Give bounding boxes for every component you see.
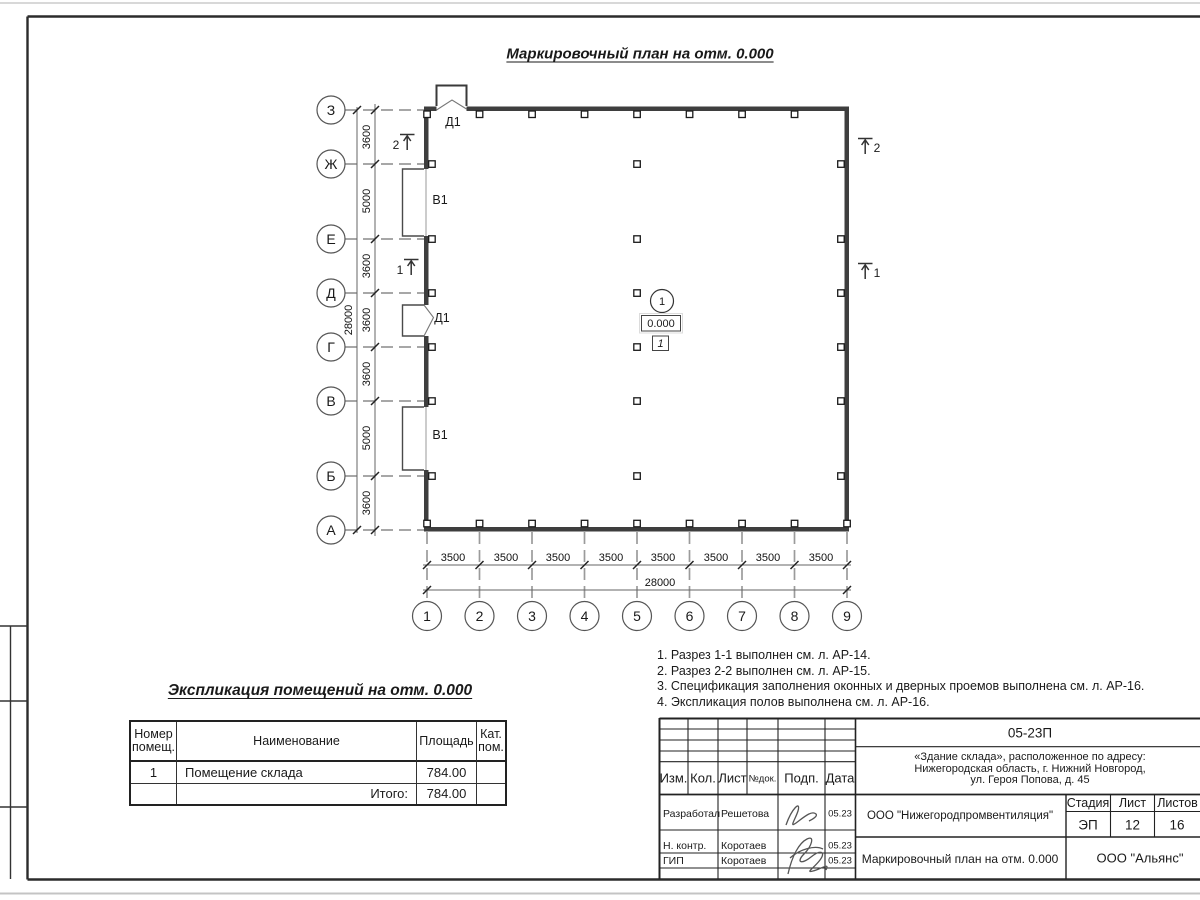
dim-left-7: 3600 bbox=[361, 490, 373, 516]
window-label-lower: В1 bbox=[432, 428, 448, 442]
dim-left-4: 3600 bbox=[361, 307, 373, 333]
tb-sheets-value: 16 bbox=[1169, 817, 1185, 832]
axis-label-9: 9 bbox=[843, 608, 851, 624]
dim-left-2: 5000 bbox=[361, 188, 373, 214]
axis-label-3: 3 bbox=[528, 608, 536, 624]
dim-bottom-6: 3500 bbox=[703, 552, 729, 564]
walls bbox=[424, 107, 849, 532]
tb-col-data: Дата bbox=[825, 770, 855, 786]
dim-left-total: 28000 bbox=[343, 304, 355, 336]
cell-room-cat bbox=[477, 762, 505, 784]
tb-col-kol: Кол. bbox=[690, 770, 716, 786]
tb-drawing-name: Маркировочный план на отм. 0.000 bbox=[861, 851, 1059, 866]
note-1: 1. Разрез 1-1 выполнен см. л. АР-14. bbox=[657, 648, 871, 662]
axis-label-d: Д bbox=[326, 285, 336, 301]
axis-label-zh: Ж bbox=[324, 156, 338, 172]
axis-label-6: 6 bbox=[685, 608, 694, 624]
dim-bottom-8: 3500 bbox=[808, 552, 834, 564]
tb-role-gip: ГИП bbox=[663, 855, 684, 867]
room-elevation: 0.000 bbox=[647, 317, 675, 330]
section-1-left: 1 bbox=[396, 263, 404, 277]
tb-address-line1: «Здание склада», расположенное по адресу: bbox=[914, 751, 1146, 763]
axis-label-b: Б bbox=[326, 468, 336, 484]
tb-col-list: Лист bbox=[718, 770, 747, 786]
tb-name-developer: Решетова bbox=[721, 808, 770, 820]
tb-role-ncontr: Н. контр. bbox=[663, 840, 707, 852]
dim-left-6: 5000 bbox=[361, 425, 373, 451]
tb-doc-number: 05-23П bbox=[1007, 725, 1053, 740]
col-header-cat: Кат. пом. bbox=[477, 722, 505, 762]
tb-name-ncontr: Коротаев bbox=[721, 840, 767, 852]
dim-bottom-5: 3500 bbox=[650, 552, 676, 564]
tb-company: ООО "Нижегородпромвентиляция" bbox=[866, 809, 1054, 822]
axis-label-v: В bbox=[326, 393, 336, 409]
tb-customer: ООО "Альянс" bbox=[1096, 850, 1184, 866]
window-label-upper: В1 bbox=[432, 193, 448, 207]
section-2-left: 2 bbox=[392, 138, 400, 152]
note-2: 2. Разрез 2-2 выполнен см. л. АР-15. bbox=[657, 663, 871, 678]
axis-label-8: 8 bbox=[790, 608, 799, 624]
section-2-right: 2 bbox=[873, 141, 881, 155]
dim-left-1: 3600 bbox=[361, 124, 373, 150]
signatures bbox=[786, 806, 827, 874]
axis-label-5: 5 bbox=[633, 608, 641, 624]
explication-title: Экспликация помещений на отм. 0.000 bbox=[167, 682, 473, 699]
tb-stage-value: ЭП bbox=[1078, 817, 1098, 832]
dim-bottom-4: 3500 bbox=[598, 552, 624, 564]
section-marks bbox=[400, 135, 873, 280]
tb-object-address bbox=[855, 752, 1200, 787]
tb-stage-label: Стадия bbox=[1066, 796, 1110, 810]
door-label-left: Д1 bbox=[434, 311, 450, 325]
cell-room-num: 1 bbox=[131, 762, 177, 784]
tb-sheet-label: Лист bbox=[1118, 796, 1147, 810]
section-1-right: 1 bbox=[873, 266, 881, 280]
axis-label-z: З bbox=[326, 102, 336, 118]
axis-label-1: 1 bbox=[423, 608, 431, 624]
dim-bottom-7: 3500 bbox=[755, 552, 781, 564]
plan-title: Маркировочный план на отм. 0.000 bbox=[506, 45, 774, 63]
floor-type-mark: 1 bbox=[657, 337, 664, 350]
note-4: 4. Экспликация полов выполнена см. л. АР-16. bbox=[657, 694, 930, 709]
col-header-name: Наименование bbox=[177, 722, 417, 762]
cell-room-name: Помещение склада bbox=[177, 762, 417, 784]
cell-total-label: Итого: bbox=[177, 784, 417, 804]
col-header-area: Площадь bbox=[417, 722, 477, 762]
tb-sheets-label: Листов bbox=[1157, 796, 1198, 810]
openings bbox=[403, 169, 425, 470]
dim-bottom-1: 3500 bbox=[440, 552, 466, 564]
dim-bottom-2: 3500 bbox=[493, 552, 519, 564]
note-3: 3. Спецификация заполнения оконных и дверных проемов выполнена см. л. АР-16. bbox=[657, 679, 1145, 694]
axis-label-4: 4 bbox=[580, 608, 589, 624]
notes-list bbox=[657, 648, 1144, 710]
axis-label-e: Е bbox=[326, 231, 336, 247]
axis-label-a: А bbox=[326, 522, 336, 538]
door-label-top: Д1 bbox=[445, 115, 461, 129]
vestibule bbox=[437, 86, 467, 107]
tb-col-ndok: №док. bbox=[748, 773, 777, 785]
dim-left-3: 3600 bbox=[361, 253, 373, 279]
col-header-num: Номер помещ. bbox=[131, 722, 177, 762]
columns bbox=[424, 111, 851, 527]
cell-total-value: 784.00 bbox=[417, 784, 477, 804]
tb-date-ncontr: 05.23 bbox=[828, 840, 852, 852]
cell-total-cat bbox=[477, 784, 505, 804]
tb-col-izm: Изм. bbox=[659, 770, 688, 786]
dim-bottom-total: 28000 bbox=[644, 577, 676, 589]
tb-col-podp: Подп. bbox=[784, 770, 819, 786]
room-number: 1 bbox=[658, 295, 666, 308]
explication-table bbox=[129, 720, 507, 806]
axis-label-2: 2 bbox=[475, 608, 484, 624]
tb-sheet-value: 12 bbox=[1124, 817, 1141, 832]
tb-date-gip: 05.23 bbox=[828, 855, 852, 867]
tb-date-developer: 05.23 bbox=[828, 808, 852, 820]
axis-label-7: 7 bbox=[738, 608, 746, 624]
cell-total-blank bbox=[131, 784, 177, 804]
tb-name-gip: Коротаев bbox=[721, 855, 767, 867]
tb-address-line2: Нижегородская область, г. Нижний Новгород, bbox=[914, 762, 1146, 775]
cell-room-area: 784.00 bbox=[417, 762, 477, 784]
tb-role-developer: Разработал bbox=[663, 808, 721, 820]
dim-left-5: 3600 bbox=[361, 361, 373, 387]
tb-address-line3: ул. Героя Попова, д. 45 bbox=[970, 774, 1090, 786]
axis-label-g: Г bbox=[327, 339, 335, 355]
dim-bottom-3: 3500 bbox=[545, 552, 571, 564]
